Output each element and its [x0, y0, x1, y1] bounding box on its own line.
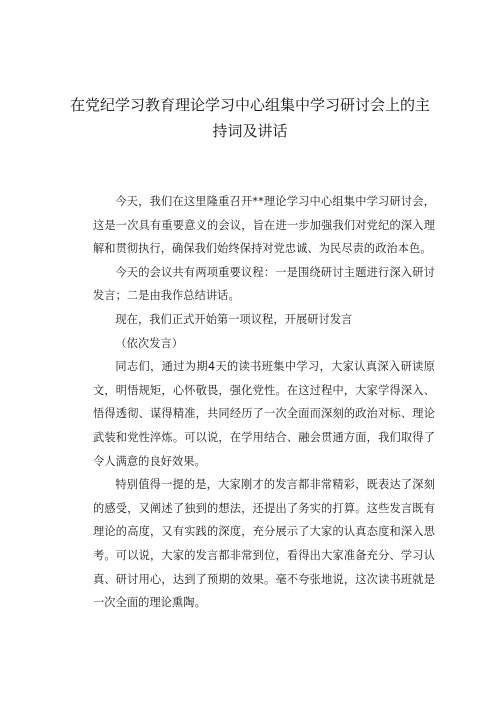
paragraph-opening: 今天，我们在这里隆重召开**理论学习中心组集中学习研讨会，这是一次具有重要意义的会议，旨在进一步加强我们对党纪的深入理解和贯彻执行，确保我们始终保持对党忠诚、为民尽责的政治本色。 — [93, 195, 435, 256]
document-body — [93, 190, 435, 615]
paragraph-summary: 同志们，通过为期4天的读书班集中学习，大家认真深入研读原文，明悟规矩，心怀敬畏，强化党性。在这过程中，大家学得深入、悟得透彻、谋得精准，共同经历了一次全面而深刻的政治对标、理论武装和党性淬炼。可以说，在学用结合、融会贯通方面，我们取得了令人满意的良好效果。 — [93, 360, 435, 468]
paragraph-speaking-order-note: （依次发言） — [115, 336, 184, 350]
paragraph-start-discussion: 现在，我们正式开始第一项议程，开展研讨发言 — [115, 312, 353, 326]
paragraph-highlights: 特别值得一提的是，大家刚才的发言都非常精彩，既表达了深刻的感受，又阐述了独到的想法，还提出了务实的打算。这些发言既有理论的高度，又有实践的深度，充分展示了大家的认真态度和深入思考。可以说，大家的发言都非常到位，看得出大家准备充分、学习认真、研讨用心，达到了预期的效果。毫不夸张地说，这次读书班就是一次全面的理论熏陶。 — [93, 478, 435, 610]
document-title — [60, 92, 440, 144]
paragraph-agenda: 今天的会议共有两项重要议程：一是围绕研讨主题进行深入研讨发言；二是由我作总结讲话。 — [93, 265, 435, 303]
title-line-1: 在党纪学习教育理论学习中心组集中学习研讨会上的主 — [69, 96, 430, 114]
title-line-2: 持词及讲话 — [212, 122, 288, 140]
